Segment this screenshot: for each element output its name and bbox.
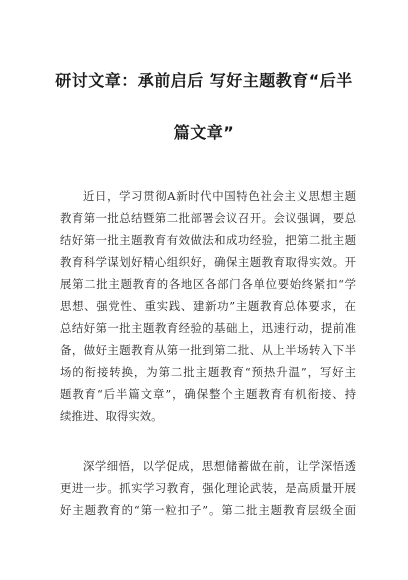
- paragraph-line: 题教育“后半篇文章”，确保整个主题教育有机衔接、持: [60, 387, 356, 401]
- paragraph-line: 场的衔接转换，为第二批主题教育“预热升温”，写好主: [60, 365, 356, 379]
- document-title-line-1: 研讨文章：承前启后 写好主题教育“后半: [55, 71, 353, 90]
- paragraph-line: 备，做好主题教育从第一批到第二批、从上半场转入下半: [60, 343, 356, 357]
- paragraph-line: 总结好第一批主题教育经验的基础上，迅速行动，提前准: [60, 321, 356, 335]
- paragraph-line: 教育第一批总结暨第二批部署会议召开。会议强调，要总: [60, 211, 356, 225]
- paragraph-line: 深学细悟，以学促成，思想储蓄做在前，让学深悟透: [83, 459, 356, 473]
- paragraph-line: 续推进、取得实效。: [60, 409, 163, 423]
- paragraph-line: 更进一步。抓实学习教育，强化理论武装，是高质量开展: [60, 481, 356, 495]
- document-title-line-2: 篇文章”: [173, 123, 235, 142]
- paragraph-line: 好主题教育的“第一粒扣子”。第二批主题教育层级全面: [60, 503, 356, 517]
- body-paragraph-1: [60, 185, 356, 427]
- paragraph-line: 近日，学习贯彻A新时代中国特色社会主义思想主题: [83, 189, 356, 203]
- paragraph-line: 思想、强党性、重实践、建新功”主题教育总体要求，在: [60, 299, 356, 313]
- paragraph-line: 教育科学谋划好精心组织好，确保主题教育取得实效。开: [60, 255, 356, 269]
- body-paragraph-2: [60, 455, 356, 521]
- paragraph-line: 展第二批主题教育的各地区各部门各单位要始终紧扣“学: [60, 277, 356, 291]
- paragraph-line: 结好第一批主题教育有效做法和成功经验，把第二批主题: [60, 233, 356, 247]
